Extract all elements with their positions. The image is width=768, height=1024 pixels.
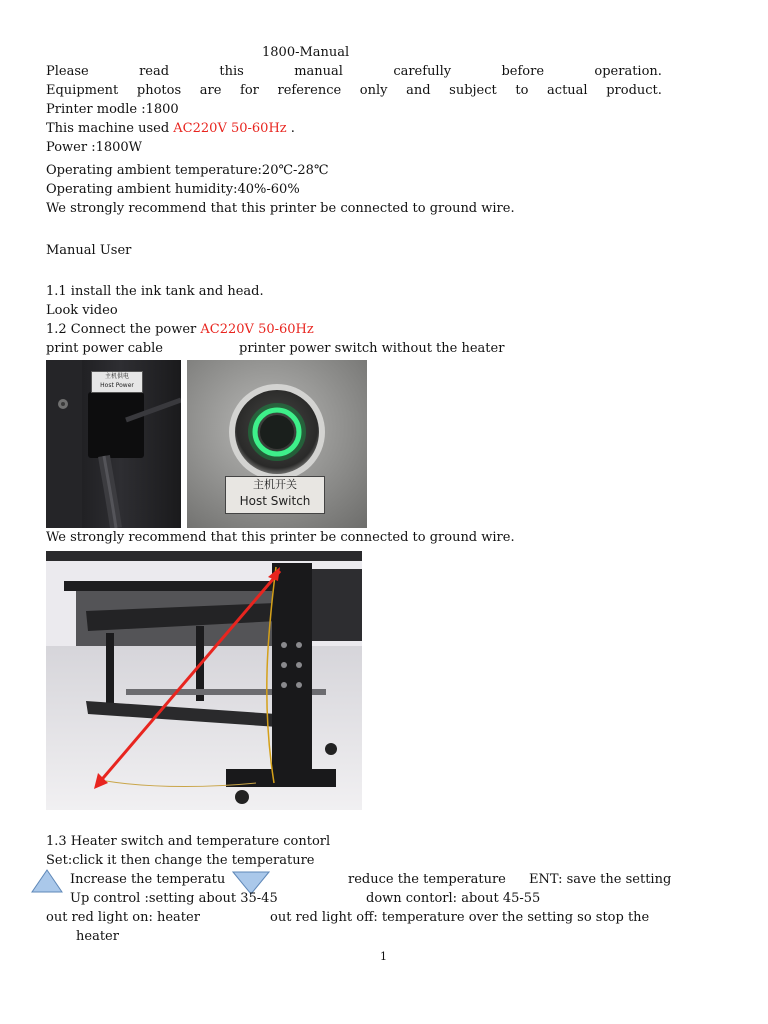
- intro-read-word: Please: [46, 64, 89, 79]
- intro-equipment-word: photos: [136, 83, 182, 98]
- intro-read-word: this: [219, 64, 244, 79]
- ground-recommendation: We strongly recommend that this printer be connected to ground wire.: [46, 201, 515, 216]
- printer-ground-wire-photo: [46, 551, 362, 810]
- up-control-text: Up control :setting about 35-45: [70, 891, 278, 906]
- intro-read-line: [46, 64, 662, 80]
- printer-model: Printer modle :1800: [46, 102, 179, 117]
- document-title: 1800-Manual: [262, 45, 350, 60]
- intro-read-word: before: [501, 64, 545, 79]
- intro-equipment-word: and: [406, 83, 431, 98]
- intro-equipment-word: are: [199, 83, 222, 98]
- host-switch-photo: [187, 360, 367, 528]
- machine-voltage-line: [46, 121, 295, 137]
- intro-equipment-word: to: [515, 83, 529, 98]
- ent-save-text: ENT: save the setting: [529, 872, 672, 887]
- heater-text: heater: [76, 929, 119, 944]
- host-power-label-cn: 主机供电: [104, 373, 129, 380]
- host-switch-label: [225, 476, 325, 514]
- intro-equipment-word: reference: [277, 83, 342, 98]
- host-power-label: [91, 371, 143, 393]
- page-number: 1: [380, 950, 387, 963]
- switch-caption: printer power switch without the heater: [239, 341, 505, 356]
- intro-read-word: operation.: [594, 64, 662, 79]
- section-1-2-title: [46, 322, 314, 338]
- intro-equipment-word: Equipment: [46, 83, 119, 98]
- intro-equipment-line: [46, 83, 662, 99]
- set-instruction: Set:click it then change the temperature: [46, 853, 315, 868]
- increase-temperature-text: Increase the temperatu: [70, 872, 226, 887]
- printer-stand-illustration: [46, 551, 362, 810]
- host-switch-label-en: Host Switch: [239, 494, 311, 508]
- down-control-text: down contorl: about 45-55: [366, 891, 541, 906]
- intro-equipment-word: actual: [547, 83, 588, 98]
- intro-equipment-word: subject: [449, 83, 497, 98]
- cable-caption: print power cable: [46, 341, 163, 356]
- section-1-1-title: 1.1 install the ink tank and head.: [46, 284, 264, 299]
- up-triangle-icon: [31, 869, 63, 893]
- intro-equipment-word: for: [240, 83, 259, 98]
- intro-read-word: carefully: [393, 64, 452, 79]
- host-power-label-en: Host Power: [100, 382, 134, 389]
- host-switch-label-cn: 主机开关: [253, 478, 297, 491]
- section-1-3-title: 1.3 Heater switch and temperature contorl: [46, 834, 331, 849]
- voltage-value: AC220V 50-60Hz: [173, 121, 287, 136]
- ground-recommendation-repeat: We strongly recommend that this printer be connected to ground wire.: [46, 530, 515, 545]
- machine-used-suffix: .: [286, 121, 295, 136]
- look-video-text: Look video: [46, 303, 118, 318]
- intro-equipment-word: product.: [606, 83, 662, 98]
- temperature-range: Operating ambient temperature:20℃-28℃: [46, 163, 329, 178]
- light-off-text: out red light off: temperature over the setting so stop the: [270, 910, 650, 925]
- intro-equipment-word: only: [359, 83, 388, 98]
- section-1-2-voltage: AC220V 50-60Hz: [200, 322, 314, 337]
- light-on-text: out red light on: heater: [46, 910, 200, 925]
- manual-user-heading: Manual User: [46, 243, 132, 258]
- power-rating: Power :1800W: [46, 140, 143, 155]
- intro-read-word: read: [139, 64, 170, 79]
- humidity-range: Operating ambient humidity:40%-60%: [46, 182, 300, 197]
- power-cable-photo: [46, 360, 181, 528]
- machine-used-label: This machine used: [46, 121, 174, 136]
- reduce-temperature-text: reduce the temperature: [348, 872, 506, 887]
- section-1-2-label: 1.2 Connect the power: [46, 322, 201, 337]
- intro-read-word: manual: [294, 64, 343, 79]
